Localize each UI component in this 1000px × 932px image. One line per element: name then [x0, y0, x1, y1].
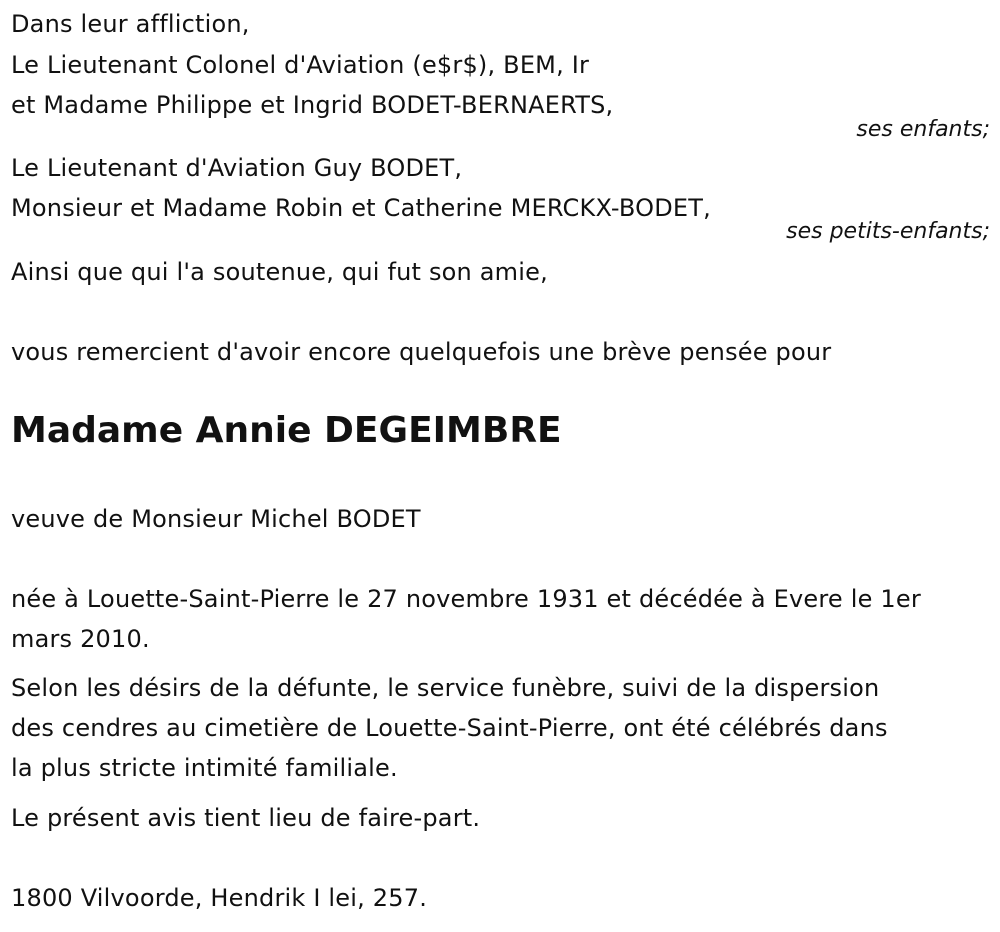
grandchildren-line-2: Monsieur et Madame Robin et Catherine MERCKX-BODET,: [11, 194, 711, 222]
intro-line: Dans leur affliction,: [11, 10, 250, 38]
children-line-1: Le Lieutenant Colonel d'Aviation (e$r$), BEM, Ir: [11, 51, 590, 79]
friend-line: Ainsi que qui l'a soutenue, qui fut son amie,: [11, 258, 548, 286]
birth-death-line-1: née à Louette-Saint-Pierre le 27 novembre 1931 et décédée à Evere le 1er: [11, 585, 921, 613]
service-line-1: Selon les désirs de la défunte, le service funèbre, suivi de la dispersion: [11, 674, 880, 702]
thanks-line: vous remercient d'avoir encore quelquefois une brève pensée pour: [11, 338, 832, 366]
children-line-2: et Madame Philippe et Ingrid BODET-BERNAERTS,: [11, 91, 614, 119]
grandchildren-line-1: Le Lieutenant d'Aviation Guy BODET,: [11, 154, 463, 182]
address-line: 1800 Vilvoorde, Hendrik I lei, 257.: [11, 884, 428, 912]
service-line-3: la plus stricte intimité familiale.: [11, 754, 398, 782]
service-line-2: des cendres au cimetière de Louette-Saint-Pierre, ont été célébrés dans: [11, 714, 888, 742]
grandchildren-label: ses petits-enfants;: [786, 219, 990, 244]
birth-death-line-2: mars 2010.: [11, 625, 150, 653]
deceased-name: Madame Annie DEGEIMBRE: [11, 410, 562, 451]
children-label: ses enfants;: [856, 117, 990, 142]
widow-of-line: veuve de Monsieur Michel BODET: [11, 505, 421, 533]
faire-part-line: Le présent avis tient lieu de faire-part.: [11, 804, 481, 832]
